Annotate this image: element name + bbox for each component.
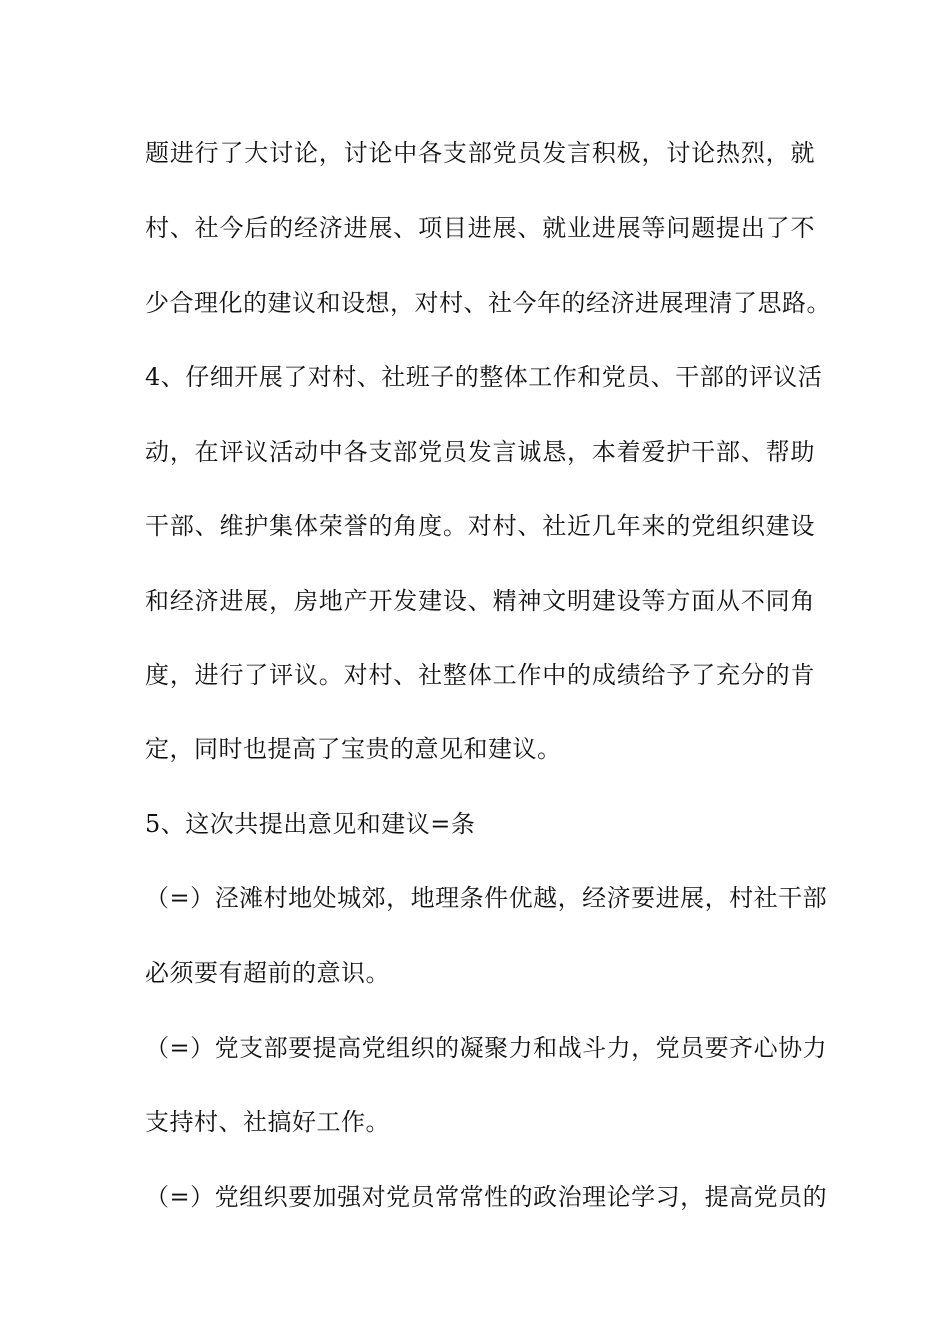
- text-line: 和经济进展，房地产开发建设、精神文明建设等方面从不同角: [145, 587, 815, 615]
- text-line: 度，进行了评议。对村、社整体工作中的成绩给予了充分的肯: [145, 661, 815, 689]
- text-line: 支持村、社搞好工作。: [145, 1108, 390, 1136]
- text-line: （=）泾滩村地处城郊，地理条件优越，经济要进展，村社干部: [145, 884, 828, 912]
- text-line: 村、社今后的经济进展、项目进展、就业进展等问题提出了不: [145, 214, 815, 242]
- text-line: 4、仔细开展了对村、社班子的整体工作和党员、干部的评议活: [145, 363, 823, 391]
- text-line: （=）党组织要加强对党员常常性的政治理论学习，提高党员的: [145, 1183, 828, 1211]
- text-line: 动，在评议活动中各支部党员发言诚恳，本着爱护干部、帮助: [145, 438, 815, 466]
- text-line: （=）党支部要提高党组织的凝聚力和战斗力，党员要齐心协力: [145, 1034, 828, 1062]
- text-line: 必须要有超前的意识。: [145, 959, 390, 987]
- text-line: 5、这次共提出意见和建议=条: [145, 810, 476, 838]
- text-line: 少合理化的建议和设想，对村、社今年的经济进展理清了思路。: [145, 289, 831, 317]
- text-line: 定，同时也提高了宝贵的意见和建议。: [145, 735, 562, 763]
- text-line: 题进行了大讨论，讨论中各支部党员发言积极，讨论热烈，就: [145, 139, 815, 167]
- text-line: 干部、维护集体荣誉的角度。对村、社近几年来的党组织建设: [145, 512, 815, 540]
